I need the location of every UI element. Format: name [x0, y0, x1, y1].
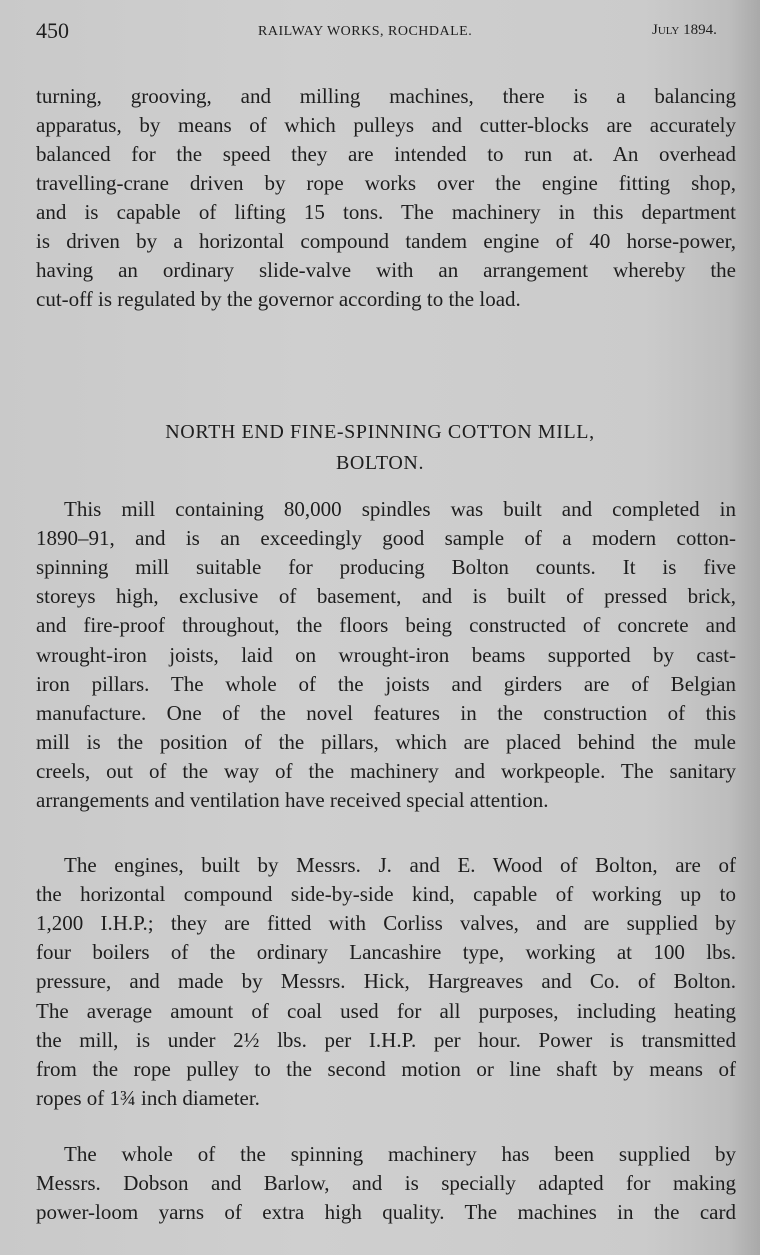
- running-title: RAILWAY WORKS, ROCHDALE.: [258, 24, 473, 39]
- text-line: manufacture. One of the novel features in the construction of this: [36, 700, 736, 725]
- text-line: ropes of 1¾ inch diameter.: [36, 1085, 260, 1110]
- text-line: having an ordinary slide-valve with an arrangement whereby the: [36, 258, 736, 282]
- text-line: and is capable of lifting 15 tons. The machinery in this department: [36, 200, 736, 224]
- section-title: NORTH END FINE-SPINNING COTTON MILL,: [165, 421, 595, 443]
- text-line: cut-off is regulated by the governor according to the load.: [36, 287, 521, 311]
- text-line: 1890–91, and is an exceedingly good sample of a modern cotton-: [36, 526, 736, 551]
- running-date: July 1894.: [652, 22, 717, 38]
- text-line: and fire-proof throughout, the floors being constructed of concrete and: [36, 613, 736, 638]
- text-line: four boilers of the ordinary Lancashire type, working at 100 lbs.: [36, 940, 736, 965]
- text-line: wrought-iron joists, laid on wrought-iron beams supported by cast-: [36, 642, 736, 667]
- text-line: The engines, built by Messrs. J. and E. Wood of Bolton, are of: [64, 853, 736, 877]
- text-line: spinning mill suitable for producing Bolton counts. It is five: [36, 555, 736, 580]
- text-line: turning, grooving, and milling machines, there is a balancing: [36, 84, 736, 108]
- text-line: Messrs. Dobson and Barlow, and is specially adapted for making: [36, 1171, 736, 1195]
- page-number: 450: [36, 18, 69, 43]
- text-line: is driven by a horizontal compound tandem engine of 40 horse-power,: [36, 229, 736, 253]
- text-line: travelling-crane driven by rope works over the engine fitting shop,: [36, 171, 736, 195]
- text-line: creels, out of the way of the machinery and workpeople. The sanitary: [36, 758, 736, 783]
- text-line: pressure, and made by Messrs. Hick, Hargreaves and Co. of Bolton.: [36, 969, 736, 994]
- text-line: The whole of the spinning machinery has been supplied by: [64, 1142, 736, 1166]
- text-line: This mill containing 80,000 spindles was built and completed in: [64, 497, 736, 521]
- text-line: from the rope pulley to the second motion or line shaft by means of: [36, 1056, 736, 1081]
- text-line: the mill, is under 2½ lbs. per I.H.P. per hour. Power is transmitted: [36, 1027, 736, 1052]
- section-subtitle: BOLTON.: [335, 452, 425, 474]
- text-line: storeys high, exclusive of basement, and is built of pressed brick,: [36, 584, 736, 609]
- text-line: power-loom yarns of extra high quality. The machines in the card: [36, 1200, 736, 1224]
- text-line: apparatus, by means of which pulleys and cutter-blocks are accurately: [36, 113, 736, 137]
- text-line: arrangements and ventilation have received special attention.: [36, 788, 549, 812]
- text-line: mill is the position of the pillars, which are placed behind the mule: [36, 729, 736, 754]
- text-line: the horizontal compound side-by-side kind, capable of working up to: [36, 882, 736, 907]
- text-line: The average amount of coal used for all purposes, including heating: [36, 998, 736, 1023]
- text-line: iron pillars. The whole of the joists and girders are of Belgian: [36, 671, 736, 696]
- text-line: 1,200 I.H.P.; they are fitted with Corliss valves, and are supplied by: [36, 911, 736, 936]
- text-line: balanced for the speed they are intended to run at. An overhead: [36, 142, 736, 166]
